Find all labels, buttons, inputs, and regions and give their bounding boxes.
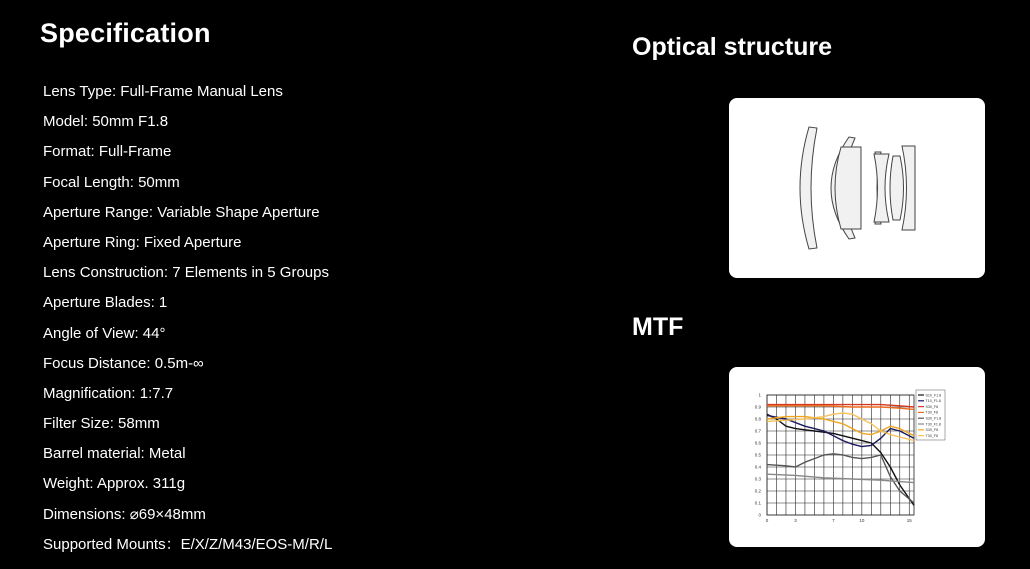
spec-item [43,260,332,290]
spec-item [43,79,332,109]
spec-separator: : [140,445,149,463]
y-tick-label: 0.1 [754,500,761,506]
spec-separator: : [89,475,97,493]
spec-value: Fixed Aperture [143,233,242,251]
legend-label: T30_F1.8 [925,422,941,427]
spec-item [43,441,332,471]
x-tick-label: 3 [794,518,797,523]
y-tick-label: 0.6 [754,440,761,446]
spec-value: Variable Shape Aperture [157,203,320,221]
y-tick-label: 1 [758,392,761,398]
spec-value: Metal [148,445,186,463]
spec-label: Dimensions [43,505,122,523]
spec-label: Focus Distance [43,354,147,372]
spec-separator: : [129,173,139,191]
spec-item [43,471,332,501]
mtf-chart [729,367,985,547]
spec-value: 1:7.7 [139,384,174,402]
legend-label: S30_F8 [925,404,939,409]
spec-item [43,502,332,532]
spec-value: E/X/Z/M43/EOS-M/R/L [180,535,333,553]
x-tick-label: 7 [832,518,835,523]
spec-item [43,200,332,230]
legend-label: T30_F8 [925,433,938,438]
y-tick-label: 0.2 [754,488,761,494]
spec-label: Aperture Ring [43,233,136,251]
spec-item [43,139,332,169]
optical-structure-diagram [729,98,985,278]
spec-value: 0.5m-∞ [154,354,204,372]
spec-label: Format [43,143,91,161]
spec-item [43,170,332,200]
spec-separator: : [135,233,144,251]
spec-list [43,79,332,562]
legend-box [916,390,945,440]
series-line-0 [767,414,914,505]
x-tick-label: 15 [906,518,912,523]
spec-value: Full-Frame [98,143,172,161]
spec-separator: : [83,113,93,131]
spec-label: Supported Mounts [43,535,166,553]
spec-label: Lens Construction [43,264,164,282]
spec-label: Angle of View [43,324,135,342]
spec-item [43,230,332,260]
lens-element-5 [874,154,889,222]
spec-value: 50mm [138,173,180,191]
spec-value: Full-Frame Manual Lens [120,83,283,100]
spec-item [43,532,332,562]
spec-separator: : [131,384,140,402]
legend-label: S30_F1.8 [925,416,942,421]
spec-separator: : [148,203,158,221]
spec-label: Lens Type [43,83,112,100]
optical-structure-title: Optical structure [632,33,833,61]
lens-element-3 [835,147,861,229]
y-tick-label: 0.5 [754,452,761,458]
legend-label: T10_F1.8 [925,399,941,404]
spec-title: Specification [40,18,211,48]
spec-item [43,411,332,441]
spec-label: Model [43,113,84,131]
lens-element-6 [890,156,904,220]
y-tick-label: 0.8 [754,416,761,422]
optical-structure-card [729,98,985,278]
spec-value: 7 Elements in 5 Groups [172,264,329,282]
spec-label: Magnification [43,384,132,402]
spec-separator: : [134,324,143,342]
spec-separator: : [163,264,173,282]
y-tick-label: 0 [758,512,761,518]
spec-item [43,351,332,381]
mtf-chart-card [729,367,985,547]
spec-separator: : [109,415,119,433]
legend-label: S30_F8 [925,428,939,433]
spec-separator: : [111,83,121,100]
spec-value: 1 [158,294,168,312]
spec-item [43,290,332,320]
series-line-3 [767,406,914,410]
mtf-title: MTF [632,313,684,341]
spec-value: Approx. 311g [96,475,186,493]
spec-separator: : [121,505,130,523]
spec-item [43,321,332,351]
spec-label: Barrel material [43,445,141,463]
spec-value: 58mm [118,415,160,433]
spec-separator: : [150,294,159,312]
spec-label: Aperture Blades [43,294,151,312]
spec-label: Focal Length [43,173,130,191]
spec-separator: : [90,143,99,161]
spec-label: Filter Size [43,415,110,433]
lens-element-1 [800,127,817,249]
y-tick-label: 0.7 [754,428,761,434]
x-tick-label: 0 [765,518,769,523]
x-tick-label: 10 [859,518,865,523]
y-tick-label: 0.9 [754,404,761,410]
legend-label: S10_F1.8 [925,393,942,398]
spec-label: Aperture Range [43,203,149,221]
spec-item [43,109,332,139]
y-tick-label: 0.3 [754,476,761,482]
y-tick-label: 0.4 [754,464,761,470]
spec-value: 50mm F1.8 [92,113,169,131]
spec-label: Weight [43,475,90,493]
spec-item [43,381,332,411]
spec-separator: ： [165,535,181,553]
legend-label: T30_F8 [925,410,938,415]
spec-separator: : [146,354,155,372]
spec-value: ⌀69×48mm [129,505,206,523]
spec-value: 44° [142,324,166,342]
